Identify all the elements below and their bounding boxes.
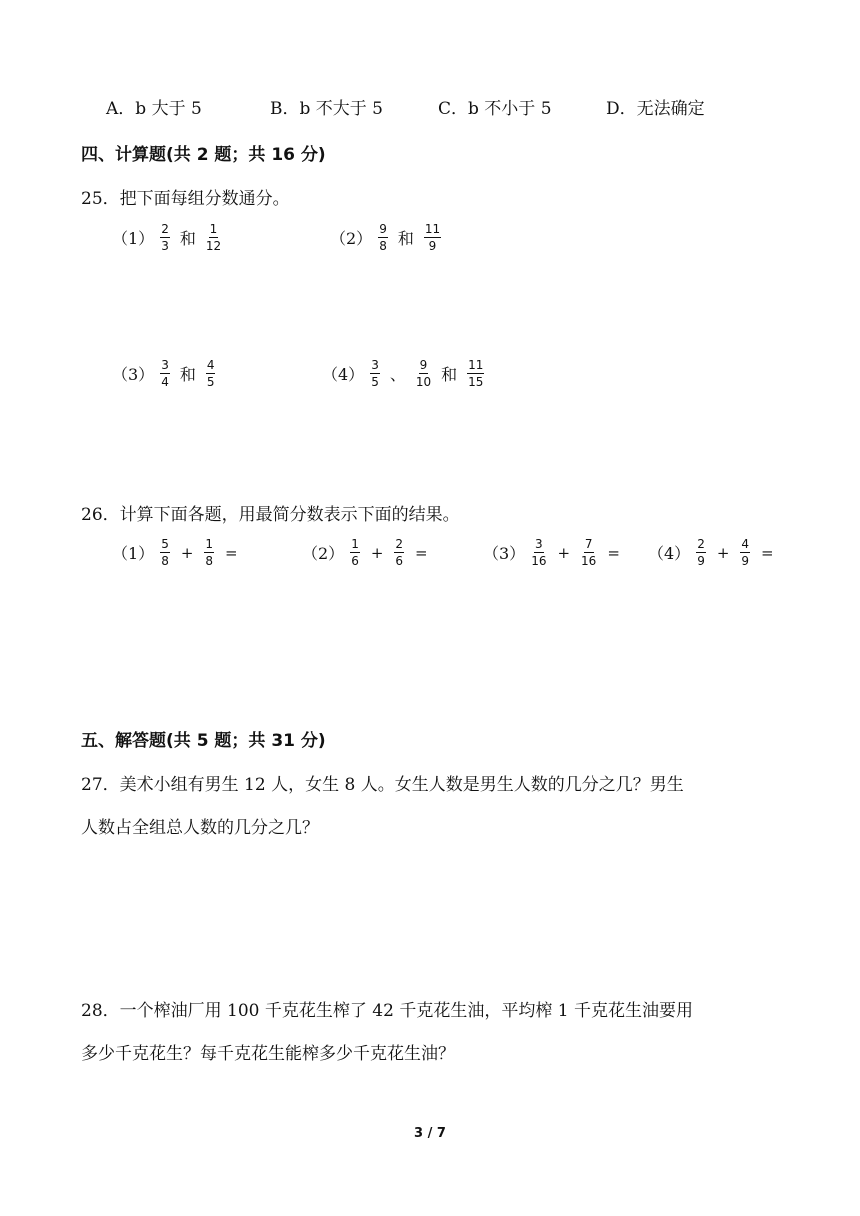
q25-item-1 <box>112 223 227 252</box>
option-b: B．b 不大于 5 <box>270 99 383 119</box>
fraction <box>160 359 170 388</box>
plus-sign: + <box>557 543 571 562</box>
fraction <box>467 359 484 388</box>
numerator: 2 <box>395 537 404 551</box>
fraction <box>740 538 750 567</box>
q25-item-2 <box>330 223 447 252</box>
denominator: 8 <box>161 554 169 568</box>
fraction <box>370 359 380 388</box>
numerator: 1 <box>351 537 359 551</box>
numerator: 2 <box>161 222 169 236</box>
numerator: 3 <box>535 537 543 551</box>
item-label: （1） <box>112 544 155 563</box>
denominator: 5 <box>371 375 379 389</box>
q26-item-4 <box>648 538 779 567</box>
denominator: 9 <box>697 554 705 568</box>
denominator: 16 <box>581 554 597 568</box>
section-4-title: 四、计算题(共 2 题；共 16 分) <box>81 145 326 165</box>
denominator: 4 <box>161 375 169 389</box>
equals-sign: = <box>761 543 774 562</box>
numerator: 3 <box>371 358 379 372</box>
denominator: 5 <box>206 375 215 389</box>
numerator: 4 <box>741 537 750 551</box>
equals-sign: = <box>607 543 620 562</box>
numerator: 7 <box>584 537 593 551</box>
numerator: 9 <box>419 358 428 372</box>
denominator: 16 <box>531 554 547 568</box>
fraction <box>416 359 431 388</box>
and-word: 和 <box>179 229 196 248</box>
question-28-line-2: 多少千克花生？每千克花生能榨多少千克花生油？ <box>81 1044 455 1064</box>
numerator: 9 <box>379 222 387 236</box>
item-label: （3） <box>112 365 155 384</box>
fraction <box>378 223 388 252</box>
q26-item-3 <box>483 538 625 567</box>
fraction <box>204 538 214 567</box>
fraction <box>206 223 221 252</box>
item-label: （2） <box>330 229 373 248</box>
and-word: 和 <box>441 365 458 384</box>
denominator: 8 <box>205 554 214 568</box>
fraction <box>424 223 441 252</box>
denominator: 3 <box>161 239 169 253</box>
fraction <box>160 223 170 252</box>
fraction <box>394 538 404 567</box>
plus-sign: + <box>716 543 730 562</box>
option-a: A．b 大于 5 <box>106 99 202 119</box>
plus-sign: + <box>180 543 194 562</box>
q26-item-1 <box>112 538 243 567</box>
question-27-line-1: 27．美术小组有男生 12 人，女生 8 人。女生人数是男生人数的几分之几？男生 <box>81 775 684 795</box>
denominator: 9 <box>428 239 437 253</box>
fraction <box>531 538 546 567</box>
equals-sign: = <box>225 543 238 562</box>
numerator: 11 <box>468 358 484 372</box>
numerator: 11 <box>424 222 441 236</box>
fraction <box>696 538 706 567</box>
item-label: （2） <box>302 544 345 563</box>
equals-sign: = <box>415 543 428 562</box>
question-25-text: 25．把下面每组分数通分。 <box>81 189 290 209</box>
denominator: 12 <box>205 239 222 253</box>
page-number: 3 / 7 <box>414 1126 446 1141</box>
denominator: 8 <box>379 239 387 253</box>
numerator: 5 <box>161 537 169 551</box>
numerator: 1 <box>205 537 214 551</box>
question-27-line-2: 人数占全组总人数的几分之几？ <box>81 818 319 838</box>
option-d: D．无法确定 <box>606 99 705 119</box>
question-28-line-1: 28．一个榨油厂用 100 千克花生榨了 42 千克花生油，平均榨 1 千克花生油要用 <box>81 1001 693 1021</box>
item-label: （1） <box>112 229 155 248</box>
numerator: 1 <box>209 222 218 236</box>
and-word: 和 <box>397 229 414 248</box>
item-label: （3） <box>483 544 526 563</box>
fraction <box>160 538 170 567</box>
section-5-title: 五、解答题(共 5 题；共 31 分) <box>81 731 326 751</box>
fraction <box>350 538 360 567</box>
fraction <box>581 538 596 567</box>
and-word: 和 <box>179 365 196 384</box>
numerator: 4 <box>206 358 215 372</box>
plus-sign: + <box>370 543 384 562</box>
q26-item-2 <box>302 538 433 567</box>
numerator: 2 <box>697 537 705 551</box>
fraction <box>206 359 216 388</box>
item-label: （4） <box>322 365 365 384</box>
q25-item-4 <box>322 359 490 388</box>
comma-separator: 、 <box>389 365 406 384</box>
denominator: 6 <box>395 554 404 568</box>
denominator: 6 <box>351 554 359 568</box>
question-26-text: 26．计算下面各题，用最简分数表示下面的结果。 <box>81 505 460 525</box>
denominator: 10 <box>415 375 432 389</box>
option-c: C．b 不小于 5 <box>438 99 552 119</box>
denominator: 15 <box>468 375 484 389</box>
q25-item-3 <box>112 359 221 388</box>
denominator: 9 <box>741 554 750 568</box>
item-label: （4） <box>648 544 691 563</box>
numerator: 3 <box>161 358 169 372</box>
